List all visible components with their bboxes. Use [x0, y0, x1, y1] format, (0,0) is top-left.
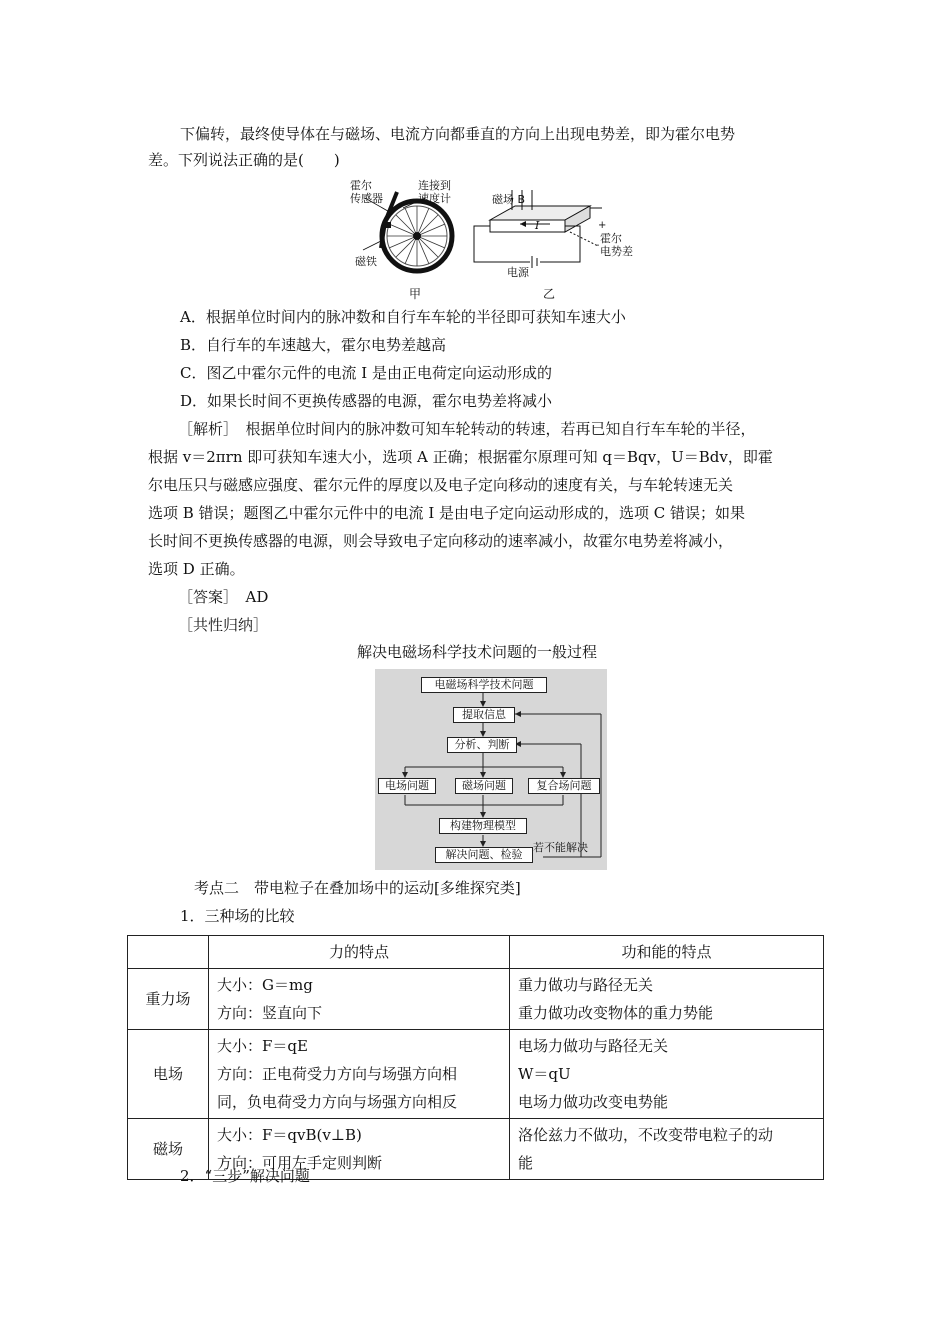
table-header-work: 功和能的特点 — [510, 936, 824, 969]
option-a: A．根据单位时间内的脉冲数和自行车车轮的半径即可获知车速大小 — [180, 308, 626, 326]
flow-node-model: 构建物理模型 — [439, 818, 527, 834]
analysis-line: 尔电压只与磁感应强度、霍尔元件的厚度以及电子定向移动的速度有关，与车轮转速无关 — [148, 476, 734, 494]
flow-node-extract-info: 提取信息 — [453, 707, 515, 723]
flowchart — [375, 669, 607, 870]
intro-line: 差。下列说法正确的是( ) — [148, 151, 340, 169]
answer: ［答案］ AD — [178, 588, 269, 606]
cell-line: 大小：F＝qE — [217, 1037, 308, 1055]
cell-line: 方向：竖直向下 — [217, 1004, 323, 1022]
figure-caption-jia: 甲 — [409, 287, 422, 301]
hall-voltage-label: 霍尔 电势差 — [600, 232, 633, 258]
force-cell — [209, 1030, 510, 1119]
cell-line: 重力做功改变物体的重力势能 — [518, 1004, 714, 1022]
figure-caption-yi: 乙 — [543, 287, 556, 301]
cell-line: 电场力做功与路径无关 — [518, 1037, 669, 1055]
table-header-force: 力的特点 — [209, 936, 510, 969]
hall-sensor-label: 霍尔 传感器 — [350, 179, 383, 205]
current-label: I — [535, 219, 540, 232]
magnetic-field-label: 磁场 B — [492, 193, 526, 206]
flow-loop-label: 若不能解决 — [533, 841, 588, 854]
intro-line: 下偏转，最终使导体在与磁场、电流方向都垂直的方向上出现电势差，即为霍尔电势 — [180, 125, 736, 143]
option-b: B．自行车的车速越大，霍尔电势差越高 — [180, 336, 447, 354]
power-source-label: 电源 — [507, 266, 529, 279]
magnet-label: 磁铁 — [355, 255, 377, 268]
option-c: C．图乙中霍尔元件的电流 I 是由正电荷定向运动形成的 — [180, 364, 552, 382]
force-cell — [209, 969, 510, 1030]
field-comparison-table — [127, 935, 824, 1180]
flow-node-problem: 电磁场科学技术问题 — [421, 677, 547, 693]
svg-text:-: - — [596, 240, 600, 251]
flow-node-electric: 电场问题 — [378, 778, 436, 794]
flow-node-analyze: 分析、判断 — [447, 737, 517, 753]
cell-line: 方向：正电荷受力方向与场强方向相 — [217, 1065, 458, 1083]
row-header: 重力场 — [128, 969, 209, 1030]
table-row — [128, 969, 824, 1030]
analysis-line: 长时间不更换传感器的电源，则会导致电子定向移动的速率减小，故霍尔电势差将减小， — [148, 532, 734, 550]
section-title: 考点二 带电粒子在叠加场中的运动[多维探究类] — [194, 879, 521, 897]
summary-heading: ［共性归纳］ — [178, 616, 269, 634]
analysis-line: 选项 D 正确。 — [148, 560, 245, 578]
flow-node-composite: 复合场问题 — [528, 778, 600, 794]
cell-line: 重力做功与路径无关 — [518, 976, 654, 994]
cell-line: 能 — [518, 1154, 534, 1172]
speedometer-label: 连接到 速度计 — [418, 179, 451, 205]
cell-line: W＝qU — [518, 1065, 571, 1083]
analysis-line: 根据 v＝2πrn 即可获知车速大小，选项 A 正确；根据霍尔原理可知 q＝Bqv，U＝Bdv，即霍 — [148, 448, 773, 466]
analysis-line: ［解析］ 根据单位时间内的脉冲数可知车轮转动的转速，若再已知自行车车轮的半径， — [178, 420, 756, 438]
flow-node-solve: 解决问题、检验 — [435, 847, 533, 863]
cell-line: 大小：F＝qvB(v⊥B) — [217, 1126, 362, 1144]
subsection-1: 1．三种场的比较 — [180, 907, 295, 925]
cell-line: 同，负电荷受力方向与场强方向相反 — [217, 1093, 458, 1111]
work-cell — [510, 1119, 824, 1180]
row-header: 电场 — [128, 1030, 209, 1119]
subsection-2: 2．“三步”解决问题 — [180, 1167, 310, 1185]
flowchart-arrows — [375, 669, 607, 870]
work-cell — [510, 969, 824, 1030]
flowchart-title: 解决电磁场科学技术问题的一般过程 — [357, 643, 598, 661]
table-header-empty — [128, 936, 209, 969]
cell-line: 大小：G＝mg — [217, 976, 313, 994]
cell-line: 洛伦兹力不做功，不改变带电粒子的动 — [518, 1126, 774, 1144]
option-d: D．如果长时间不更换传感器的电源，霍尔电势差将减小 — [180, 392, 553, 410]
cell-line: 方向：可用左手定则判断 — [217, 1154, 383, 1172]
cell-line: 电场力做功改变电势能 — [518, 1093, 669, 1111]
work-cell — [510, 1030, 824, 1119]
table-row — [128, 1030, 824, 1119]
flow-node-magnetic: 磁场问题 — [455, 778, 513, 794]
analysis-line: 选项 B 错误；题图乙中霍尔元件中的电流 I 是由电子定向运动形成的，选项 C 错误；如果 — [148, 504, 746, 522]
row-header: 磁场 — [128, 1119, 209, 1180]
svg-text:+: + — [598, 220, 607, 231]
